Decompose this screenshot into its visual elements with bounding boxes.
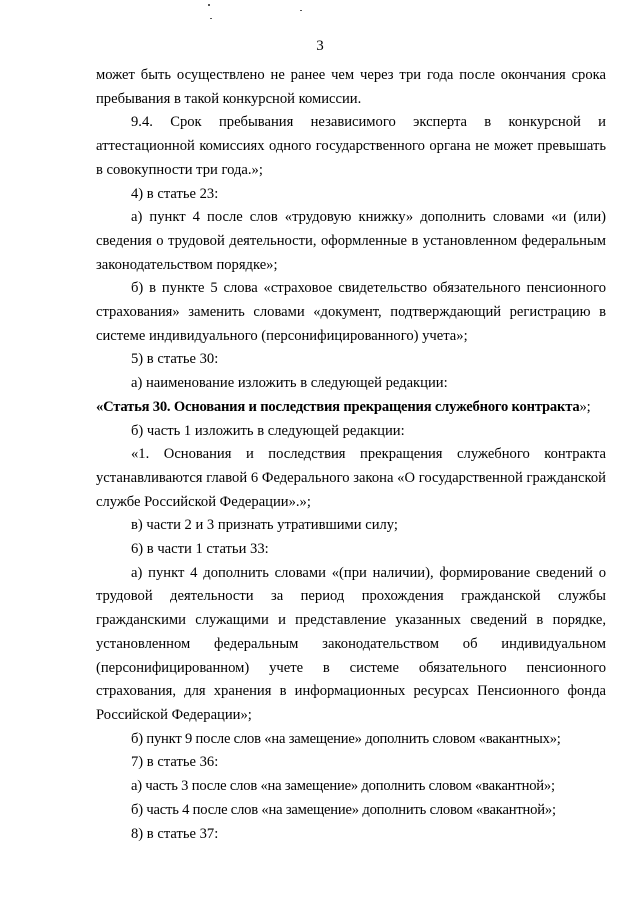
article-heading <box>96 396 606 420</box>
paragraph: «1. Основания и последствия прекращения служебного контракта устанавливаются главой 6 Федерального закона «О государственной гражданской службе Российской Федерации».»; <box>96 446 606 510</box>
paragraph: 6) в части 1 статьи 33: <box>131 541 269 558</box>
paragraph: 4) в статье 23: <box>131 185 219 202</box>
paragraph: 5) в статье 30: <box>131 351 219 368</box>
article-heading-bold: «Статья 30. Основания и последствия прекращения служебного контракта <box>96 398 580 415</box>
document-body <box>96 64 606 846</box>
article-heading-tail: »; <box>579 398 591 415</box>
paragraph: а) пункт 4 после слов «трудовую книжку» дополнить словами «и (или) сведения о трудовой деятельности, оформленные в установленном федеральным законодательством порядке»; <box>96 209 606 273</box>
paragraph: а) наименование изложить в следующей редакции: <box>131 375 448 392</box>
paragraph: б) часть 4 после слов «на замещение» дополнить словом «вакантной»; <box>131 801 556 818</box>
paragraph: в) части 2 и 3 признать утратившими силу; <box>131 517 398 534</box>
page-number: 3 <box>316 38 324 54</box>
scan-artifact <box>210 18 212 19</box>
paragraph: может быть осуществлено не ранее чем через три года после окончания срока пребывания в такой конкурсной комиссии. <box>96 67 606 107</box>
scan-artifact <box>300 10 302 11</box>
paragraph: б) часть 1 изложить в следующей редакции: <box>131 422 405 439</box>
paragraph: б) пункт 9 после слов «на замещение» дополнить словом «вакантных»; <box>131 730 561 747</box>
paragraph: а) часть 3 после слов «на замещение» дополнить словом «вакантной»; <box>131 778 555 795</box>
paragraph: 9.4. Срок пребывания независимого эксперта в конкурсной и аттестационной комиссиях одного государственного органа не может превышать в совокупности три года.»; <box>96 114 606 178</box>
paragraph: а) пункт 4 дополнить словами «(при наличии), формирование сведений о трудовой деятельности за период прохождения гражданской службы гражданскими служащими и представление указанных сведений в порядке, установленном федеральным законодательством об индивидуальном (персонифицированном) учете в системе обязательного пенсионного страхования, для хранения в информационных ресурсах Пенсионного фонда Российской Федерации»; <box>96 564 606 723</box>
scan-artifact <box>208 4 210 6</box>
paragraph: б) в пункте 5 слова «страховое свидетельство обязательного пенсионного страхования» заменить словами «документ, подтверждающий регистрацию в системе индивидуального (персонифицированного) учета»; <box>96 280 606 344</box>
paragraph: 7) в статье 36: <box>131 754 219 771</box>
paragraph: 8) в статье 37: <box>131 825 219 842</box>
